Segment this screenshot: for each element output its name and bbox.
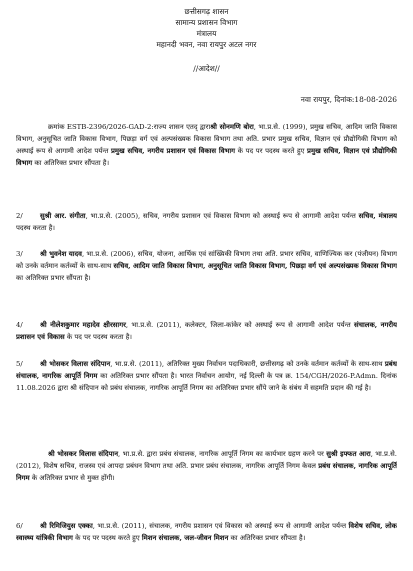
paragraph-number: 6/ [16,522,23,530]
paragraph-number: 5/ [16,360,23,368]
ministry-name: मंत्रालय [196,29,217,38]
new-post: विशेष सचिव, लोक स्वास्थ्य यांत्रिकी विभाग [16,522,397,542]
order-date: नवा रायपुर, दिनांक:18-08-2026 [300,95,397,104]
order-number: क्रमांक ESTB-2396/2026-GAD-2: [48,123,154,131]
officer-name: श्री भुवनेश यादव [40,250,82,258]
officer-name: श्री भोसकर विलास संदिपान [40,360,111,368]
paragraph-2: 2/ सुश्री आर. संगीता, भा.प्र.से. (2005), सचिव, नगरीय प्रशासन एवं विकास विभाग को अस्थाई रूप से आगामी आदेश पर्यन्त सचिव, मंत्रालय पदस्थ करता है। [16,212,397,232]
officer-name: श्री सोनमणि बोरा [210,123,254,131]
govt-name: छत्तीसगढ़ शासन [184,7,229,16]
order-title: //आदेश// [193,64,220,73]
officer-name: श्री नीलेशकुमार महादेव क्षीरसागर [40,321,126,329]
address-line: महानदी भवन, नवा रायपुर अटल नगर [156,40,257,49]
paragraph-1: क्रमांक ESTB-2396/2026-GAD-2:राज्य शासन एतद् द्वाराश्री सोनमणि बोरा, भा.प्र.से. (1999), प्रमुख सचिव, आदिम जाति विकास विभाग, अनुसूचित जाति विकास विभाग, पिछड़ा वर्ग एवं अल्पसंख्यक विकास विभाग तथा अति. प्रभार प्रमुख सचिव, विज्ञान एवं प्रौद्योगिकी विभाग को अस्थाई रूप से आगामी आदेश पर्यन्त प्रमुख सचिव, नगरीय प्रशासन एवं विकास विभाग के पद पर पदस्थ करते हुए प्रमुख सचिव, विज्ञान एवं प्रौद्योगिकी विभाग का अतिरिक्त प्रभार सौंपता है। [16,123,397,167]
department-name: सामान्य प्रशासन विभाग [175,18,238,27]
new-post: प्रमुख सचिव, नगरीय प्रशासन एवं विकास विभाग [111,147,236,155]
additional-charge: प्रबंध संचालक, नागरिक आपूर्ति निगम [16,360,397,380]
relieved-charge: प्रबंध संचालक, नागरिक आपूर्ति निगम [16,462,397,482]
paragraph-number: 2/ [16,212,23,220]
paragraph-5: 5/ श्री भोसकर विलास संदिपान, भा.प्र.से. (2011), अतिरिक्त मुख्य निर्वाचन पदाधिकारी, छत्तीसगढ़ को उनके वर्तमान कर्तव्यों के साथ-साथ प्रबंध संचालक, नागरिक आपूर्ति निगम का अतिरिक्त प्रभार सौंपता है। भारत निर्वाचन आयोग, नई दिल्ली के पत्र क्र. 154/CGH/2026-P.Admn. दिनांक 11.08.2026 द्वारा श्री संदिपान को प्रबंध संचालक, नागरिक आपूर्ति निगम का अतिरिक्त प्रभार सौंपे जाने के संबंध में सहमति प्रदान की गई है। [16,360,397,392]
paragraph-number: 4/ [16,321,23,329]
officer-name-2: सुश्री इफ्फत आरा [326,450,371,458]
new-post: संचालक, नगरीय प्रशासन एवं विकास [16,321,397,341]
officer-name: श्री भोसकर विलास संदिपान [48,450,119,458]
officer-name: सुश्री आर. संगीता [40,212,86,220]
additional-charge: मिशन संचालक, जल-जीवन मिशन [141,534,229,542]
paragraph-3: 3/ श्री भुवनेश यादव, भा.प्र.से. (2006), सचिव, योजना, आर्थिक एवं सांख्यिकी विभाग तथा अति. प्रभार सचिव, वाणिज्यिक कर (पंजीयन) विभाग को उनके वर्तमान कर्तव्यों के साथ-साथ सचिव, आदिम जाति विकास विभाग, अनुसूचित जाति विकास विभाग, पिछड़ा वर्ग एवं अल्पसंख्यक विकास विभाग का अतिरिक्त प्रभार सौंपता है। [16,250,397,282]
additional-charge: सचिव, आदिम जाति विकास विभाग, अनुसूचित जाति विकास विभाग, पिछड़ा वर्ग एवं अल्पसंख्यक विकास विभाग [113,262,397,270]
paragraph-5-continued: श्री भोसकर विलास संदिपान, भा.प्र.से. द्वारा प्रबंध संचालक, नागरिक आपूर्ति निगम का कार्यभार ग्रहण करने पर सुश्री इफ्फत आरा, भा.प्र.से. (2012), विशेष सचिव, राजस्व एवं आपदा प्रबंधन विभाग तथा अति. प्रभार प्रबंध संचालक, नागरिक आपूर्ति निगम केवल प्रबंध संचालक, नागरिक आपूर्ति निगम के अतिरिक्त प्रभार से मुक्त होंगी। [16,450,397,482]
letterhead [0,6,413,50]
new-post: सचिव, मंत्रालय [358,212,397,220]
paragraph-4: 4/ श्री नीलेशकुमार महादेव क्षीरसागर, भा.प्र.से. (2011), कलेक्टर, जिला-कांकेर को अस्थाई रूप से आगामी आदेश पर्यन्त संचालक, नगरीय प्रशासन एवं विकास के पद पर पदस्थ करता है। [16,321,397,341]
paragraph-number: 3/ [16,250,23,258]
additional-charge: प्रमुख सचिव, विज्ञान एवं प्रौद्योगिकी विभाग [16,147,397,167]
paragraph-6: 6/ श्री रिमिजियुस एक्का, भा.प्र.से. (2011), संचालक, नगरीय प्रशासन एवं विकास को अस्थाई रूप से आगामी आदेश पर्यन्त विशेष सचिव, लोक स्वास्थ्य यांत्रिकी विभाग के पद पर पदस्थ करते हुए मिशन संचालक, जल-जीवन मिशन का अतिरिक्त प्रभार सौंपता है। [16,522,397,542]
officer-name: श्री रिमिजियुस एक्का [40,522,93,530]
